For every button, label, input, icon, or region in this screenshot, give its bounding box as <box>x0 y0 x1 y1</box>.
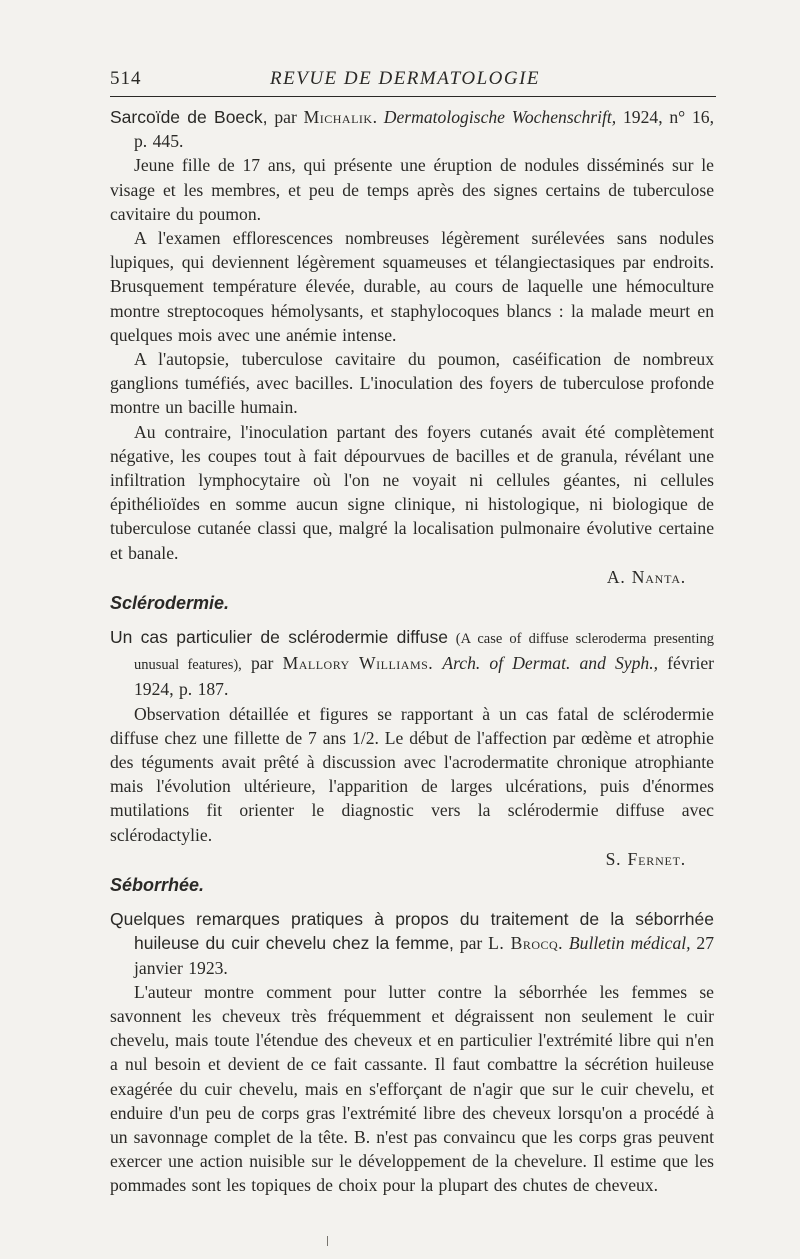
article-signature: S. Fernet. <box>605 848 686 869</box>
article-source-details: 27 janvier 1923. <box>134 933 714 978</box>
article-paragraph: Au contraire, l'inoculation partant des foyers cutanés avait été complètement négative, les coupes tout à fait dépourvues de bacilles et de granula, révélant une infiltration lymphocytaire où l'on ne voyait ni cellules géantes, ni cellules épithélioïdes en somme aucun signe clinique, ni histologique, ni biologique de tuberculose cutanée classi que, malgré la localisation pulmonaire évolutive certaine et banale. <box>110 421 714 563</box>
citation-by: par <box>274 107 297 127</box>
citation-by: par <box>459 933 483 954</box>
article-citation <box>110 625 714 702</box>
article-author: L. Brocq. <box>488 933 564 954</box>
page-number: 514 <box>110 68 142 89</box>
article-paragraph: Observation détaillée et figures se rapportant à un cas fatal de sclérodermie diffuse chez une fillette de 7 ans 1/2. Le début de l'affection par œdème et atrophie des téguments avait prêté à discussion avec l'acrodermatite chronique atrophiante mais l'évolution ultérieure, l'apparition de larges ulcérations, puis d'énormes mutilations fit orienter le diagnostic vers la sclérodermie diffuse avec sclérodactylie. <box>110 703 714 845</box>
article-source: Dermatologische Wochenschrift, <box>383 107 617 127</box>
article-source-details: février 1924, p. 187. <box>134 653 715 700</box>
article-title: Quelques remarques pratiques à propos du traitement de la séborrhée huileuse du cuir chevelu chez la femme, <box>110 909 714 954</box>
article-subtitle: (A case of diffuse scleroderma presenting unusual features), <box>134 631 714 674</box>
article-author: Michalik <box>303 107 373 127</box>
article-source-details: 1924, n° 16, p. 445. <box>134 107 715 152</box>
article-title: Sarcoïde de Boeck, <box>110 107 268 127</box>
article-source: Arch. of Dermat. and Syph., <box>442 653 659 674</box>
article-signature: A. Nanta. <box>606 566 686 587</box>
section-heading: Sclérodermie. <box>110 593 230 614</box>
running-head <box>110 68 716 97</box>
article-paragraph: A l'autopsie, tuberculose cavitaire du poumon, caséification de nombreux ganglions tuméfiés, avec bacilles. L'inoculation des foyers de tuberculose profonde montre un bacille humain. <box>110 349 714 418</box>
article-title: Un cas particulier de sclérodermie diffuse <box>110 627 448 648</box>
article-paragraph: A l'examen efflorescences nombreuses légèrement surélevées sans nodules lupiques, qui deviennent légèrement squameuses et télangiectasiques par endroits. Brusquement température élevée, durable, au cours de laquelle une hémoculture montre streptocoques hémolysants, et staphylocoques blancs : la malade meurt en quelques mois avec une anémie intense. <box>110 228 714 345</box>
citation-by: par <box>250 653 274 674</box>
article-citation <box>110 907 714 980</box>
page-mark <box>327 1236 328 1246</box>
journal-title: REVUE DE DERMATOLOGIE <box>270 68 541 89</box>
article-citation: Sarcoïde de Boeck, par Michalik. Dermatologische Wochenschrift, 1924, n° 16, p. 445. <box>110 107 715 152</box>
article-author: Mallory Williams. <box>282 653 434 674</box>
article-paragraph: Jeune fille de 17 ans, qui présente une éruption de nodules disséminés sur le visage et les membres, et peu de temps après des signes certains de tuberculose cavitaire du poumon. <box>110 155 714 224</box>
section-heading: Séborrhée. <box>110 875 205 896</box>
article-paragraph: L'auteur montre comment pour lutter contre la séborrhée les femmes se savonnent les cheveux très fréquemment et dégraissent non seulement le cuir chevelu, mais toute l'étendue des cheveux et en particulier l'extrémité libre qui n'en a nul besoin et devient de ce fait cassante. Il faut combattre la sécrétion huileuse exagérée du cuir chevelu, mais en s'efforçant de n'agir que sur le cuir chevelu, et enduire d'un peu de corps gras l'extrémité libre des cheveux lorsqu'on a procédé à un savonnage complet de la tête. B. n'est pas convaincu que les corps gras peuvent exercer une action nuisible sur le développement de la chevelure. Il estime que les pommades sont les topiques de choix pour la plupart des chutes de cheveux. <box>110 981 714 1196</box>
article-source: Bulletin médical, <box>568 933 691 954</box>
